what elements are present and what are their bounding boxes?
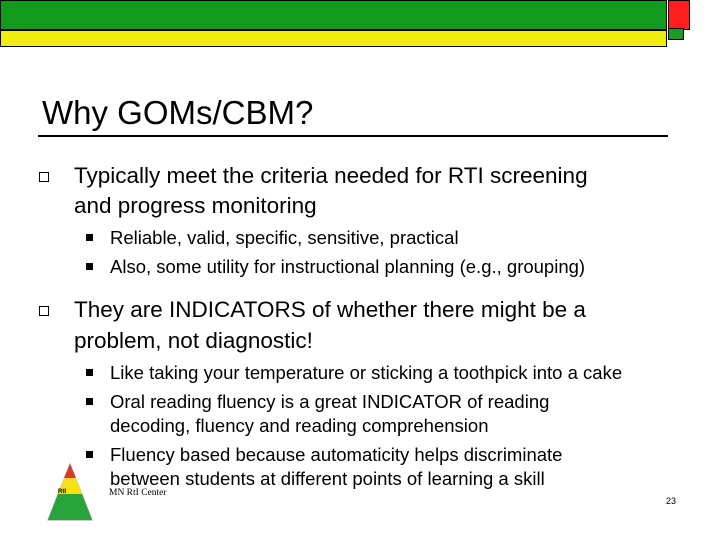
sub-bullet-icon: [86, 369, 93, 376]
bullet-2-line-2: problem, not diagnostic!: [74, 328, 313, 353]
bullet-1-sub-1: Reliable, valid, specific, sensitive, practical: [110, 227, 459, 248]
bullet-2-sub-2-line-2: decoding, fluency and reading comprehension: [110, 415, 489, 436]
page-number: 23: [666, 496, 677, 506]
bullet-square-icon: [39, 172, 49, 182]
bullet-1-line-2: and progress monitoring: [74, 193, 317, 218]
sub-bullet-icon: [86, 263, 93, 270]
rti-triangle-logo: [45, 460, 95, 524]
sub-bullet-icon: [86, 451, 93, 458]
bullet-2-sub-1: Like taking your temperature or sticking a toothpick into a cake: [110, 362, 623, 383]
sub-bullet-icon: [86, 398, 93, 405]
bullet-2-line-1: They are INDICATORS of whether there might be a: [74, 297, 586, 322]
header-bar-green: [0, 0, 667, 30]
bullet-1-sub-2: Also, some utility for instructional planning (e.g., grouping): [110, 256, 586, 277]
title-divider: [38, 135, 668, 137]
corner-square-red: [668, 0, 690, 30]
slide-title: Why GOMs/CBM?: [42, 94, 314, 131]
footer-organization: MN RtI Center: [109, 488, 167, 498]
bullet-2-sub-3-line-2: between students at different points of learning a skill: [110, 468, 545, 489]
bullet-2-sub-3-line-1: Fluency based because automaticity helps discriminate: [110, 444, 563, 465]
bullet-2-sub-2-line-1: Oral reading fluency is a great INDICATOR of reading: [110, 391, 550, 412]
header-bar-yellow: [0, 30, 667, 47]
bullet-1-line-1: Typically meet the criteria needed for RTI screening: [74, 163, 588, 188]
sub-bullet-icon: [86, 234, 93, 241]
logo-text: RtI: [58, 489, 66, 495]
corner-square-green: [668, 28, 684, 40]
bullet-square-icon: [39, 306, 49, 316]
